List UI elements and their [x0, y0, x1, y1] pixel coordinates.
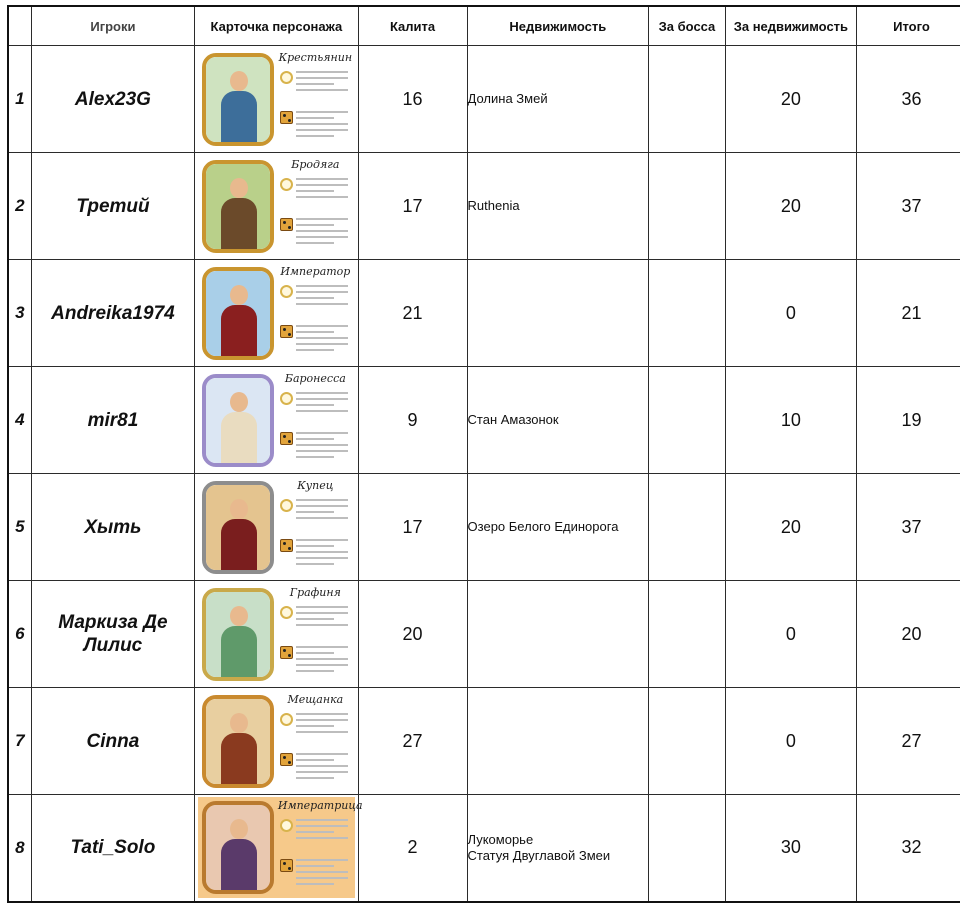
- card-text-line: [296, 652, 334, 654]
- card-text-line: [296, 190, 334, 192]
- character-card-cell: [195, 795, 363, 902]
- character-card: [198, 370, 355, 471]
- realty-score-value: 20: [725, 474, 856, 581]
- card-text-line: [296, 859, 348, 861]
- dice-icon: [280, 646, 293, 659]
- boss-value: [649, 153, 726, 260]
- card-text-line: [296, 129, 348, 131]
- character-card: [198, 49, 355, 150]
- table-body: [8, 46, 960, 902]
- player-name: Маркиза Де Лилис: [31, 581, 194, 688]
- coin-icon: [280, 713, 293, 726]
- purse-value: 20: [358, 581, 467, 688]
- card-text-line: [296, 117, 334, 119]
- card-text-line: [296, 450, 348, 452]
- card-text-line: [296, 551, 348, 553]
- card-text-line: [296, 831, 334, 833]
- dice-icon: [280, 432, 293, 445]
- card-text-line: [296, 837, 348, 839]
- coin-icon: [280, 178, 293, 191]
- realty-cell: [467, 795, 649, 902]
- player-name: Третий: [31, 153, 194, 260]
- card-text-line: [296, 624, 348, 626]
- card-text-line: [296, 349, 334, 351]
- character-portrait-image: [202, 695, 274, 788]
- card-text-line: [296, 646, 348, 648]
- total-value: 27: [856, 688, 960, 795]
- card-text-line: [296, 612, 348, 614]
- card-text-line: [296, 539, 348, 541]
- card-text-line: [296, 731, 348, 733]
- card-text-line: [296, 719, 348, 721]
- character-card: [198, 691, 355, 792]
- header-card: Карточка персонажа: [195, 6, 358, 46]
- table-row: [8, 474, 960, 581]
- card-text-line: [296, 184, 348, 186]
- coin-icon: [280, 285, 293, 298]
- card-text-line: [296, 196, 348, 198]
- coin-icon: [280, 606, 293, 619]
- card-text-line: [296, 499, 348, 501]
- table-row: [8, 367, 960, 474]
- header-total: Итого: [856, 6, 960, 46]
- character-card-cell: [195, 260, 358, 367]
- card-text-line: [296, 456, 334, 458]
- card-text-line: [296, 777, 334, 779]
- card-text-line: [296, 517, 348, 519]
- row-index: 6: [8, 581, 31, 688]
- table-row: [8, 795, 960, 902]
- character-card-cell: [195, 367, 358, 474]
- realty-item: Статуя Двуглавой Змеи: [467, 847, 611, 863]
- realty-item: Ruthenia: [467, 198, 520, 213]
- character-card: [198, 477, 355, 578]
- character-card-title: Император: [280, 264, 351, 278]
- boss-value: [649, 260, 726, 367]
- coin-icon: [280, 392, 293, 405]
- card-text-line: [296, 670, 334, 672]
- card-text-line: [296, 438, 334, 440]
- character-portrait-image: [202, 267, 274, 360]
- character-card-title: Баронесса: [284, 371, 346, 385]
- realty-score-value: 20: [725, 46, 856, 153]
- header-purse: Калита: [358, 6, 467, 46]
- header-for-realty: За недвижимость: [725, 6, 856, 46]
- row-index: 7: [8, 688, 31, 795]
- realty-item: Стан Амазонок: [467, 412, 559, 427]
- table-row: [8, 581, 960, 688]
- total-value: 32: [856, 795, 960, 902]
- header-index: [8, 6, 31, 46]
- character-card-cell: [195, 688, 358, 795]
- card-text-line: [296, 325, 348, 327]
- coin-icon: [280, 819, 293, 832]
- card-text-line: [296, 825, 348, 827]
- character-card-title: Бродяга: [291, 157, 340, 171]
- card-text-line: [296, 432, 348, 434]
- character-portrait-image: [202, 588, 274, 681]
- realty-cell: [467, 367, 649, 474]
- player-name: mir81: [31, 367, 194, 474]
- card-text-line: [296, 236, 348, 238]
- character-card-title: Крестьянин: [278, 50, 353, 64]
- card-text-line: [296, 123, 348, 125]
- realty-score-value: 0: [725, 581, 856, 688]
- total-value: 36: [856, 46, 960, 153]
- scoreboard-table: [7, 5, 960, 903]
- character-card-cell: [195, 474, 358, 581]
- card-text-line: [296, 819, 348, 821]
- card-text-line: [296, 883, 334, 885]
- dice-icon: [280, 753, 293, 766]
- player-name: Andreika1974: [31, 260, 194, 367]
- card-text-line: [296, 242, 334, 244]
- card-text-line: [296, 230, 348, 232]
- dice-icon: [280, 325, 293, 338]
- realty-item: Долина Змей: [467, 91, 548, 106]
- character-portrait-image: [202, 53, 274, 146]
- purse-value: 16: [358, 46, 467, 153]
- realty-score-value: 0: [725, 688, 856, 795]
- card-text-line: [296, 865, 334, 867]
- boss-value: [649, 688, 726, 795]
- purse-value: 17: [358, 474, 467, 581]
- character-card: [198, 156, 355, 257]
- player-name: Хыть: [31, 474, 194, 581]
- purse-value: 17: [358, 153, 467, 260]
- total-value: 37: [856, 153, 960, 260]
- card-text-line: [296, 658, 348, 660]
- character-card: [198, 263, 355, 364]
- table-row: [8, 153, 960, 260]
- realty-item: Лукоморье: [467, 831, 534, 847]
- coin-icon: [280, 71, 293, 84]
- character-portrait-image: [202, 160, 274, 253]
- card-text-line: [296, 771, 348, 773]
- purse-value: 27: [358, 688, 467, 795]
- card-text-line: [296, 563, 334, 565]
- player-name: Alex23G: [31, 46, 194, 153]
- realty-score-value: 20: [725, 153, 856, 260]
- total-value: 19: [856, 367, 960, 474]
- total-value: 21: [856, 260, 960, 367]
- card-text-line: [296, 343, 348, 345]
- realty-score-value: 30: [725, 795, 856, 902]
- player-name: Tati_Solo: [31, 795, 194, 902]
- card-text-line: [296, 303, 348, 305]
- card-text-line: [296, 224, 334, 226]
- header-realty: Недвижимость: [467, 6, 649, 46]
- realty-cell: [467, 46, 649, 153]
- card-text-line: [296, 392, 348, 394]
- card-text-line: [296, 398, 348, 400]
- purse-value: 2: [358, 795, 467, 902]
- character-card-cell: [195, 153, 358, 260]
- character-card: [198, 797, 363, 898]
- table-row: [8, 688, 960, 795]
- character-card-cell: [195, 46, 358, 153]
- boss-value: [649, 581, 726, 688]
- purse-value: 21: [358, 260, 467, 367]
- card-text-line: [296, 285, 348, 287]
- total-value: 37: [856, 474, 960, 581]
- row-index: 4: [8, 367, 31, 474]
- row-index: 3: [8, 260, 31, 367]
- card-text-line: [296, 871, 348, 873]
- total-value: 20: [856, 581, 960, 688]
- card-text-line: [296, 713, 348, 715]
- realty-cell: [467, 581, 649, 688]
- card-text-line: [296, 606, 348, 608]
- boss-value: [649, 367, 726, 474]
- realty-cell: [467, 260, 649, 367]
- header-players: Игроки: [31, 6, 194, 46]
- coin-icon: [280, 499, 293, 512]
- card-text-line: [296, 505, 348, 507]
- character-card-title: Графиня: [289, 585, 341, 599]
- card-text-line: [296, 410, 348, 412]
- card-text-line: [296, 618, 334, 620]
- dice-icon: [280, 539, 293, 552]
- realty-score-value: 10: [725, 367, 856, 474]
- card-text-line: [296, 111, 348, 113]
- card-text-line: [296, 83, 334, 85]
- card-text-line: [296, 178, 348, 180]
- header-boss: За босса: [649, 6, 726, 46]
- card-text-line: [296, 135, 334, 137]
- dice-icon: [280, 859, 293, 872]
- card-text-line: [296, 71, 348, 73]
- card-text-line: [296, 877, 348, 879]
- row-index: 2: [8, 153, 31, 260]
- card-text-line: [296, 664, 348, 666]
- card-text-line: [296, 77, 348, 79]
- realty-cell: [467, 688, 649, 795]
- card-text-line: [296, 444, 348, 446]
- dice-icon: [280, 218, 293, 231]
- card-text-line: [296, 297, 334, 299]
- realty-cell: [467, 153, 649, 260]
- card-text-line: [296, 725, 334, 727]
- card-text-line: [296, 753, 348, 755]
- card-text-line: [296, 89, 348, 91]
- card-text-line: [296, 218, 348, 220]
- character-card-title: Мещанка: [287, 692, 344, 706]
- purse-value: 9: [358, 367, 467, 474]
- realty-cell: [467, 474, 649, 581]
- row-index: 1: [8, 46, 31, 153]
- character-portrait-image: [202, 374, 274, 467]
- card-text-line: [296, 759, 334, 761]
- character-portrait-image: [202, 801, 274, 894]
- card-text-line: [296, 765, 348, 767]
- realty-score-value: 0: [725, 260, 856, 367]
- boss-value: [649, 795, 726, 902]
- card-text-line: [296, 511, 334, 513]
- row-index: 8: [8, 795, 31, 902]
- character-card-cell: [195, 581, 358, 688]
- boss-value: [649, 474, 726, 581]
- table-row: [8, 46, 960, 153]
- card-text-line: [296, 557, 348, 559]
- card-text-line: [296, 545, 334, 547]
- character-card-title: Императрица: [277, 799, 363, 813]
- player-name: Cinna: [31, 688, 194, 795]
- boss-value: [649, 46, 726, 153]
- character-card: [198, 584, 355, 685]
- card-text-line: [296, 331, 334, 333]
- realty-item: Озеро Белого Единорога: [467, 519, 619, 534]
- card-text-line: [296, 404, 334, 406]
- dice-icon: [280, 111, 293, 124]
- character-card-title: Купец: [297, 478, 334, 492]
- row-index: 5: [8, 474, 31, 581]
- card-text-line: [296, 337, 348, 339]
- card-text-line: [296, 291, 348, 293]
- character-portrait-image: [202, 481, 274, 574]
- header-row: [8, 6, 960, 46]
- table-row: [8, 260, 960, 367]
